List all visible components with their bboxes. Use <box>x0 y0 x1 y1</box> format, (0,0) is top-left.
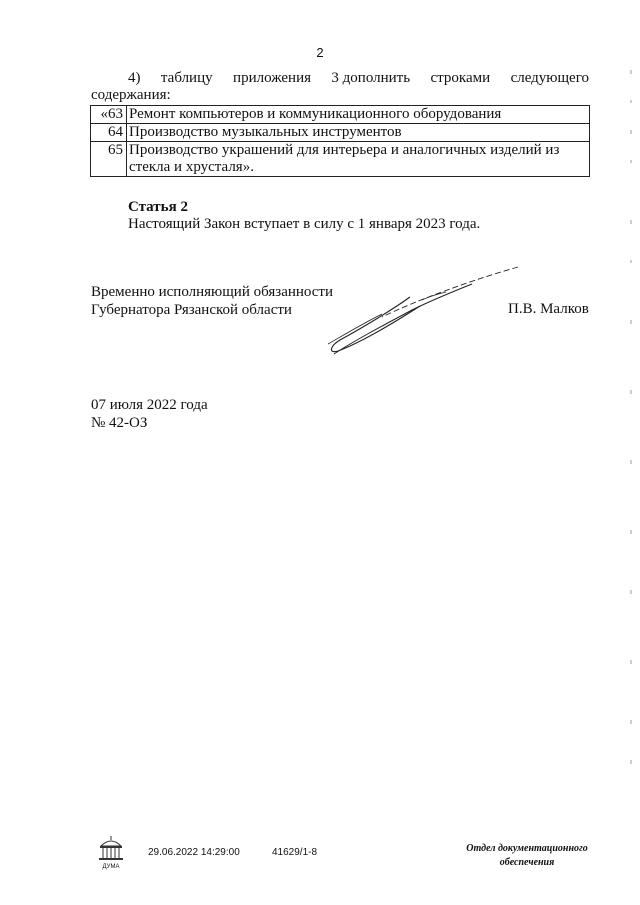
intro-word: следующего <box>510 70 589 86</box>
row-number: 64 <box>91 124 127 142</box>
row-text: Производство украшений для интерьера и аналогичных изделий из стекла и хрусталя». <box>127 142 590 177</box>
department-stamp <box>452 842 602 870</box>
row-text: Производство музыкальных инструментов <box>127 124 590 142</box>
table-row <box>91 142 590 177</box>
law-date: 07 июля 2022 года <box>91 397 208 413</box>
intro-word: 4) <box>128 70 141 86</box>
intro-line-2: содержания: <box>91 87 171 103</box>
duma-building-icon <box>96 834 126 864</box>
scan-margin-marks <box>626 60 636 780</box>
row-number: «63 <box>91 106 127 124</box>
law-date-block <box>91 396 208 432</box>
signer-title <box>91 283 333 319</box>
registration-timestamp: 29.06.2022 14:29:00 <box>148 847 240 858</box>
registration-number: 41629/1-8 <box>272 847 318 858</box>
table-row <box>91 124 590 142</box>
row-number: 65 <box>91 142 127 177</box>
article-text: Настоящий Закон вступает в силу с 1 января 2023 года. <box>128 216 481 232</box>
page-number: 2 <box>316 45 324 60</box>
amendment-table <box>90 105 590 177</box>
handwritten-signature <box>322 262 522 362</box>
amendment-intro <box>91 70 589 104</box>
intro-word: приложения <box>233 70 311 86</box>
stamp-line: Отдел документационного <box>466 843 588 854</box>
article-heading: Статья 2 <box>128 199 188 215</box>
row-text: Ремонт компьютеров и коммуникационного оборудования <box>127 106 590 124</box>
logo-caption: ДУМА <box>102 864 120 870</box>
signer-name: П.В. Малков <box>508 301 589 317</box>
intro-line-1 <box>91 70 589 87</box>
intro-word: 3 дополнить <box>331 70 411 86</box>
intro-word: таблицу <box>160 70 213 86</box>
table-row <box>91 106 590 124</box>
signer-title-line: Временно исполняющий обязанности <box>91 284 334 300</box>
law-number: № 42-ОЗ <box>91 415 148 431</box>
intro-word: строками <box>430 70 491 86</box>
signer-title-line: Губернатора Рязанской области <box>91 302 292 318</box>
stamp-line: обеспечения <box>499 857 555 868</box>
